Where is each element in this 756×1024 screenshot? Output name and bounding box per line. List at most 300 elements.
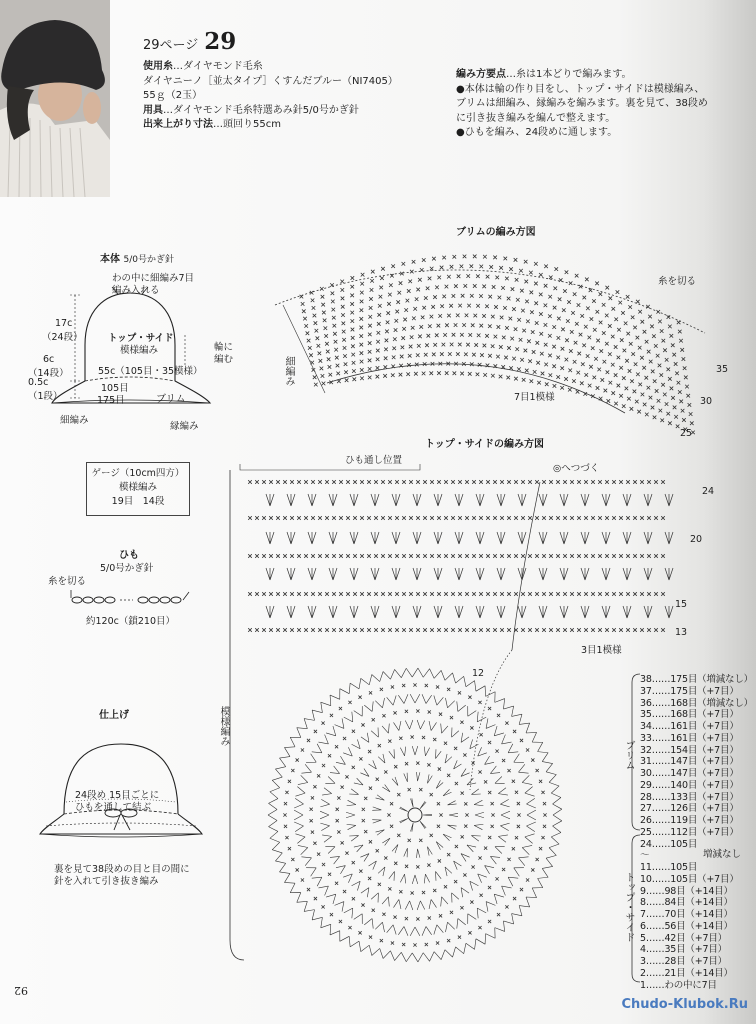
stitch-mark: [297, 592, 301, 596]
stitch-mark: [248, 516, 252, 520]
stitch-mark: [690, 421, 694, 425]
stitch-mark: [427, 847, 432, 856]
stitch-mark: [612, 592, 616, 596]
stitch-mark: [361, 903, 364, 906]
stitch-mark: [563, 480, 567, 484]
stitch-mark: [515, 791, 518, 794]
stitch-mark: [671, 396, 675, 400]
stitch-mark: [465, 554, 469, 558]
stitch-mark: [670, 387, 674, 391]
stitch-mark: [495, 750, 498, 753]
stitch-mark: [665, 568, 673, 580]
stitch-mark: [276, 516, 280, 520]
stitch-mark: [409, 628, 413, 632]
stitch-mark: [675, 372, 679, 376]
stitch-mark: [549, 516, 553, 520]
top-row-15: 15: [675, 599, 688, 610]
stitch-mark: [541, 791, 544, 794]
stitch-mark: [381, 628, 385, 632]
stitch-mark: [311, 592, 315, 596]
stitch-mark: [542, 628, 546, 632]
stitch-mark: [460, 333, 464, 337]
stitch-mark: [350, 606, 358, 618]
stitch-count-row: 1……わの中に7目: [640, 979, 717, 991]
stitch-mark: [379, 286, 383, 290]
stitch-mark: [644, 606, 652, 618]
stitch-mark: [661, 516, 665, 520]
stitch-mark: [457, 274, 461, 278]
stitch-mark: [329, 532, 337, 544]
stitch-mark: [454, 760, 462, 769]
stitch-mark: [399, 807, 407, 812]
stitch-mark: [328, 754, 331, 757]
stitch-mark: [421, 316, 425, 320]
stitch-mark: [539, 273, 543, 277]
stitch-mark: [685, 385, 689, 389]
stitch-mark: [345, 378, 349, 382]
stitch-mark: [402, 262, 406, 266]
stitch-mark: [525, 834, 535, 843]
stitch-mark: [270, 838, 280, 850]
stitch-mark: [325, 342, 329, 346]
stitch-mark: [313, 842, 316, 845]
stitch-mark: [641, 393, 645, 397]
stitch-mark: [458, 554, 462, 558]
stitch-mark: [392, 494, 400, 506]
stitch-mark: [364, 701, 373, 711]
stitch-mark: [539, 606, 547, 618]
stitch-mark: [455, 494, 463, 506]
top-cord-label: ひも通し位置: [345, 455, 403, 466]
brim-row-30: 30: [700, 396, 713, 407]
stitch-mark: [297, 516, 301, 520]
stitch-mark: [405, 865, 408, 868]
stitch-mark: [391, 685, 394, 688]
stitch-mark: [577, 303, 581, 307]
stitch-mark: [308, 606, 316, 618]
stitch-mark: [497, 568, 505, 580]
stitch-mark: [320, 367, 324, 371]
stitch-mark: [411, 823, 414, 832]
stitch-mark: [577, 480, 581, 484]
stitch-mark: [387, 695, 396, 705]
stitch-mark: [346, 554, 350, 558]
stitch-mark: [255, 628, 259, 632]
stitch-mark: [423, 516, 427, 520]
stitch-mark: [405, 917, 408, 920]
stitch-mark: [352, 369, 356, 373]
stitch-mark: [410, 270, 414, 274]
stitch-mark: [343, 737, 346, 740]
stitch-mark: [507, 554, 511, 558]
stitch-mark: [509, 366, 513, 370]
stitch-mark: [455, 845, 458, 848]
stitch-mark: [405, 762, 408, 765]
stitch-mark: [473, 255, 477, 259]
stitch-mark: [409, 592, 413, 596]
stitch-mark: [353, 554, 357, 558]
stitch-mark: [410, 694, 420, 703]
stitch-mark: [374, 516, 378, 520]
stitch-mark: [454, 861, 462, 870]
stitch-mark: [276, 480, 280, 484]
stitch-mark: [559, 278, 563, 282]
stitch-mark: [612, 516, 616, 520]
stitch-mark: [596, 339, 600, 343]
stitch-mark: [483, 255, 487, 259]
stitch-count-row: 7……70目（+14目）: [640, 909, 733, 920]
stitch-mark: [553, 797, 562, 809]
stitch-mark: [567, 300, 571, 304]
stitch-mark: [322, 382, 326, 386]
stitch-mark: [397, 834, 400, 837]
stitch-mark: [388, 592, 392, 596]
stitch-mark: [382, 897, 389, 907]
stitch-mark: [628, 305, 632, 309]
body-side-1: 輪に: [214, 342, 234, 353]
stitch-mark: [371, 532, 379, 544]
stitch-mark: [372, 948, 383, 958]
stitch-mark: [568, 369, 572, 373]
stitch-mark: [447, 314, 451, 318]
stitch-mark: [400, 874, 405, 883]
stitch-mark: [535, 628, 539, 632]
stitch-mark: [679, 339, 683, 343]
stitch-mark: [483, 373, 487, 377]
stitch-mark: [526, 822, 535, 832]
stitch-mark: [565, 358, 569, 362]
stitch-mark: [526, 897, 537, 907]
stitch-mark: [623, 606, 631, 618]
stitch-mark: [333, 332, 337, 336]
stitch-mark: [654, 554, 658, 558]
stitch-mark: [368, 359, 372, 363]
stitch-mark: [395, 592, 399, 596]
brim-row-35: 35: [716, 364, 729, 375]
stitch-mark: [341, 305, 345, 309]
stitch-mark: [412, 260, 416, 264]
stitch-mark: [542, 592, 546, 596]
points-line-4: に引き抜き編みを編んで整えます。: [456, 112, 616, 124]
stitch-mark: [360, 480, 364, 484]
stitch-mark: [573, 292, 577, 296]
stitch-mark: [479, 294, 483, 298]
stitch-mark: [640, 516, 644, 520]
stitch-mark: [304, 710, 314, 720]
stitch-mark: [394, 328, 398, 332]
stitch-mark: [371, 606, 379, 618]
stitch-mark: [351, 336, 355, 340]
stitch-mark: [640, 480, 644, 484]
size-key: 出来上がり寸法: [143, 119, 213, 131]
stitch-mark: [560, 366, 564, 370]
stitch-mark: [378, 754, 385, 763]
stitch-mark: [408, 839, 411, 842]
stitch-mark: [526, 320, 530, 324]
stitch-mark: [488, 791, 491, 794]
stitch-mark: [620, 338, 624, 342]
body-pattern-label: トップ・サイド: [108, 333, 174, 344]
stitch-mark: [287, 606, 295, 618]
stitch-mark: [530, 310, 534, 314]
model-photo-image: [0, 0, 110, 197]
stitch-mark: [320, 287, 324, 291]
stitch-mark: [386, 320, 390, 324]
stitch-mark: [460, 372, 464, 376]
stitch-mark: [553, 384, 557, 388]
stitch-mark: [406, 668, 418, 677]
stitch-mark: [434, 606, 442, 618]
stitch-mark: [408, 788, 411, 791]
stitch-mark: [471, 323, 475, 327]
stitch-mark: [661, 383, 665, 387]
stitch-mark: [518, 494, 526, 506]
stitch-mark: [476, 373, 480, 377]
top-count-label: トップ・サイド: [623, 872, 634, 942]
stitch-mark: [488, 707, 491, 710]
stitch-count-row: 10……105目（+7目）: [640, 873, 739, 885]
stitch-mark: [339, 554, 343, 558]
stitch-mark: [411, 326, 415, 330]
stitch-mark: [269, 480, 273, 484]
stitch-mark: [660, 418, 664, 422]
stitch-mark: [450, 911, 453, 914]
stitch-mark: [683, 366, 687, 370]
stitch-mark: [312, 877, 322, 886]
stitch-mark: [581, 494, 589, 506]
stitch-mark: [605, 480, 609, 484]
stitch-mark: [384, 770, 387, 773]
stitch-mark: [526, 878, 529, 881]
stitch-mark: [301, 857, 311, 866]
stitch-mark: [471, 865, 474, 868]
stitch-mark: [294, 822, 303, 832]
stitch-mark: [532, 350, 536, 354]
stitch-mark: [542, 866, 552, 877]
stitch-mark: [634, 362, 638, 366]
stitch-mark: [350, 285, 354, 289]
stitch-mark: [352, 739, 361, 748]
body-note-1: わの中に細編み7目: [112, 273, 195, 284]
stitch-mark: [464, 284, 468, 288]
stitch-mark: [517, 802, 520, 805]
stitch-mark: [458, 592, 462, 596]
stitch-mark: [645, 340, 649, 344]
page-heading: [143, 28, 236, 55]
stitch-mark: [318, 735, 328, 744]
stitch-mark: [360, 554, 364, 558]
stitch-mark: [452, 893, 459, 903]
stitch-mark: [413, 943, 416, 946]
stitch-mark: [422, 258, 426, 262]
stitch-mark: [350, 294, 354, 298]
yarn-line-2: ダイヤニーノ［並太タイプ］くすんだブルー（NI7405）: [143, 75, 398, 87]
stitch-mark: [444, 742, 447, 745]
stitch-mark: [524, 260, 528, 264]
stitch-mark: [614, 373, 618, 377]
stitch-mark: [450, 343, 454, 347]
stitch-mark: [476, 532, 484, 544]
stitch-mark: [633, 326, 637, 330]
stitch-mark: [603, 360, 607, 364]
stitch-mark: [520, 358, 524, 362]
body-title: 本体 5/0号かぎ針: [100, 254, 174, 265]
stitch-mark: [352, 361, 356, 365]
tool-key: 用具: [143, 104, 163, 116]
stitch-mark: [384, 356, 388, 360]
stitch-mark: [371, 494, 379, 506]
stitch-mark: [437, 371, 441, 375]
stitch-mark: [465, 813, 468, 816]
stitch-mark: [322, 311, 326, 315]
stitch-mark: [543, 825, 546, 828]
stitch-mark: [335, 745, 338, 748]
stitch-mark: [449, 304, 453, 308]
stitch-mark: [553, 821, 562, 833]
stitch-mark: [563, 628, 567, 632]
stitch-mark: [402, 684, 405, 687]
stitch-mark: [361, 888, 369, 898]
stitch-mark: [391, 373, 395, 377]
stitch-mark: [368, 341, 372, 345]
stitch-mark: [285, 836, 288, 839]
stitch-mark: [479, 480, 483, 484]
stitch-mark: [552, 325, 556, 329]
stitch-mark: [491, 344, 495, 348]
stitch-mark: [376, 357, 380, 361]
stitch-mark: [295, 787, 305, 796]
stitch-mark: [405, 720, 413, 729]
tool-value: …ダイヤモンド毛糸特選あみ針5/0号かぎ針: [163, 104, 359, 116]
stitch-mark: [493, 480, 497, 484]
stitch-mark: [351, 276, 355, 280]
stitch-mark: [633, 628, 637, 632]
stitch-mark: [513, 730, 516, 733]
stitch-mark: [458, 343, 462, 347]
stitch-mark: [668, 377, 672, 381]
stitch-mark: [295, 834, 305, 843]
stitch-mark: [444, 628, 448, 632]
stitch-mark: [612, 628, 616, 632]
stitch-mark: [368, 324, 372, 328]
stitch-mark: [625, 359, 629, 363]
stitch-mark: [535, 480, 539, 484]
stitch-mark: [508, 744, 518, 753]
stitch-mark: [336, 372, 340, 376]
stitch-mark: [568, 388, 572, 392]
stitch-mark: [447, 688, 450, 691]
stitch-mark: [557, 336, 561, 340]
stitch-mark: [445, 285, 449, 289]
stitch-mark: [296, 758, 299, 761]
stitch-mark: [321, 905, 324, 908]
stitch-mark: [311, 480, 315, 484]
stitch-mark: [434, 532, 442, 544]
stitch-mark: [612, 554, 616, 558]
stitch-mark: [410, 927, 420, 936]
stitch-mark: [605, 516, 609, 520]
stitch-mark: [377, 313, 381, 317]
stitch-mark: [352, 897, 355, 900]
stitch-mark: [330, 931, 340, 942]
stitch-mark: [652, 334, 656, 338]
stitch-mark: [436, 780, 443, 788]
stitch-mark: [495, 692, 505, 703]
stitch-mark: [290, 516, 294, 520]
stitch-mark: [497, 532, 505, 544]
stitch-mark: [515, 347, 519, 351]
stitch-mark: [394, 862, 397, 865]
stitch-mark: [450, 265, 454, 269]
stitch-mark: [521, 554, 525, 558]
stitch-mark: [376, 366, 380, 370]
stitch-mark: [543, 813, 546, 816]
stitch-mark: [532, 888, 543, 898]
stitch-mark: [441, 724, 448, 734]
stitch-mark: [475, 812, 484, 818]
stitch-mark: [427, 763, 430, 766]
stitch-mark: [388, 516, 392, 520]
stitch-mark: [665, 606, 673, 618]
stitch-mark: [577, 554, 581, 558]
stitch-mark: [255, 554, 259, 558]
stitch-mark: [599, 292, 603, 296]
stitch-mark: [283, 480, 287, 484]
stitch-mark: [498, 835, 508, 842]
stitch-mark: [275, 758, 285, 769]
stitch-mark: [554, 267, 558, 271]
stitch-mark: [467, 845, 476, 852]
stitch-mark: [318, 628, 322, 632]
stitch-mark: [602, 331, 606, 335]
stitch-mark: [486, 902, 495, 912]
stitch-mark: [340, 280, 344, 284]
stitch-mark: [268, 815, 277, 827]
stitch-mark: [372, 820, 381, 823]
stitch-mark: [643, 330, 647, 334]
stitch-mark: [402, 554, 406, 558]
stitch-mark: [416, 592, 420, 596]
stitch-mark: [371, 270, 375, 274]
stitch-mark: [461, 733, 469, 743]
stitch-mark: [549, 373, 553, 377]
stitch-mark: [584, 325, 588, 329]
stitch-mark: [335, 882, 338, 885]
top-repeat-label: 3目1模様: [581, 645, 622, 656]
stitch-mark: [413, 683, 416, 686]
stitch-mark: [388, 293, 392, 297]
stitch-mark: [423, 628, 427, 632]
stitch-mark: [647, 516, 651, 520]
stitch-mark: [360, 282, 364, 286]
stitch-mark: [444, 480, 448, 484]
stitch-mark: [570, 516, 574, 520]
stitch-mark: [450, 716, 453, 719]
stitch-mark: [530, 291, 534, 295]
stitch-mark: [472, 516, 476, 520]
stitch-mark: [465, 314, 469, 318]
stitch-mark: [392, 346, 396, 350]
stitch-mark: [383, 951, 395, 961]
stitch-mark: [334, 348, 338, 352]
stitch-mark: [619, 394, 623, 398]
stitch-mark: [336, 756, 345, 764]
stitch-mark: [461, 835, 464, 838]
stitch-mark: [591, 592, 595, 596]
dim-24-rows: （24段）: [42, 332, 83, 343]
stitch-mark: [395, 319, 399, 323]
stitch-mark: [598, 592, 602, 596]
